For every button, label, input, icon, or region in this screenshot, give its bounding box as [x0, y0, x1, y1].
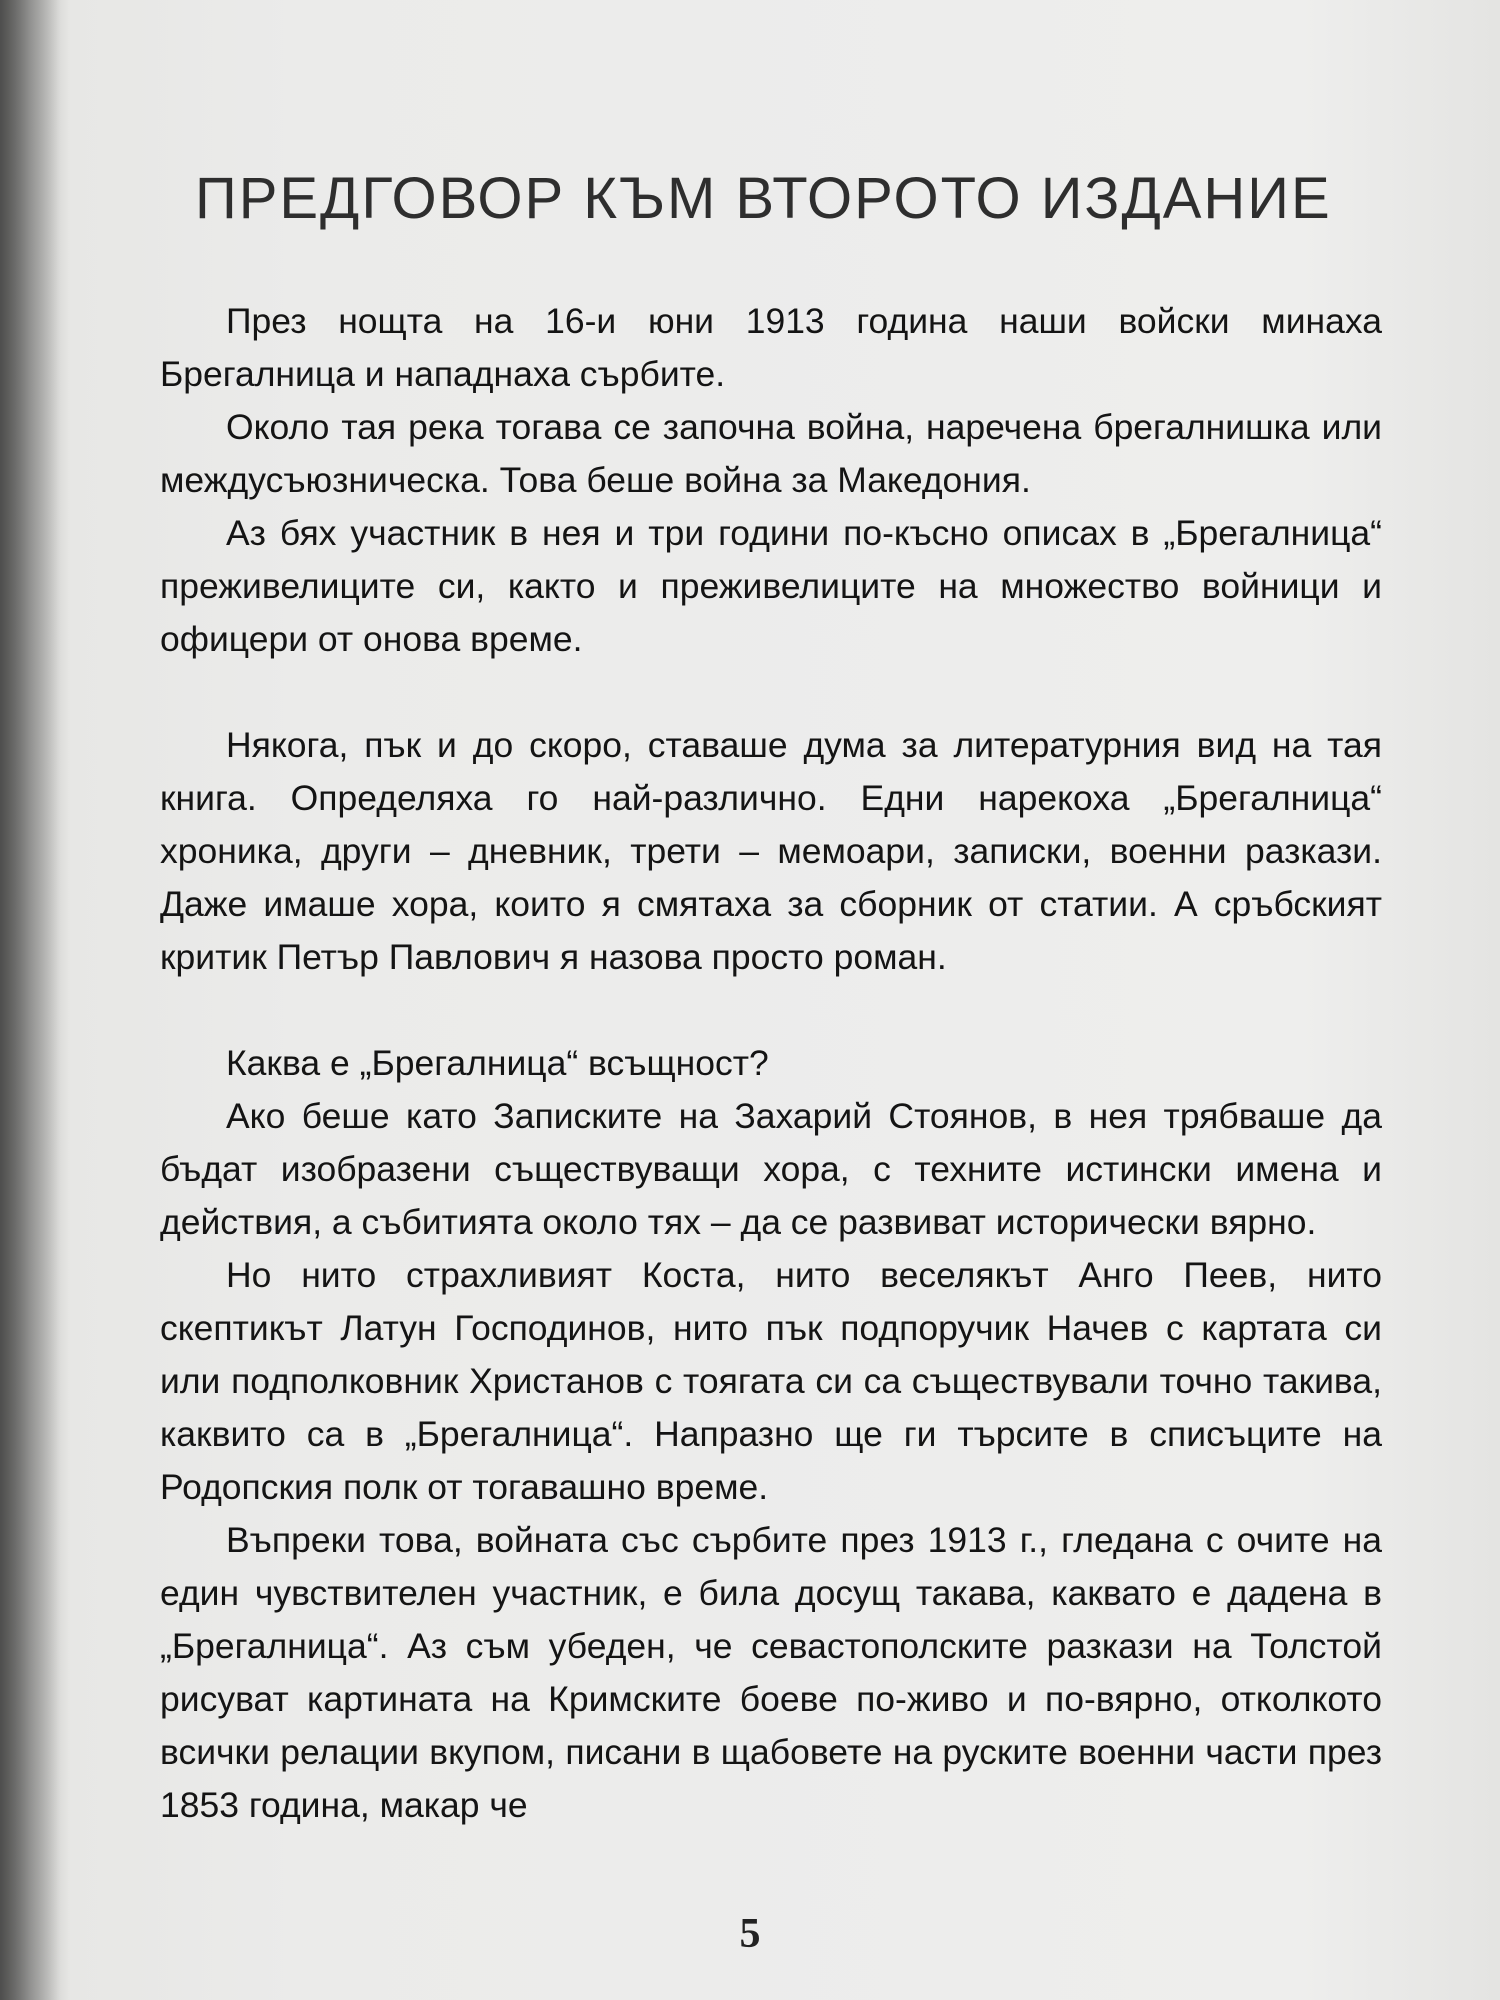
page-fold-shadow [0, 0, 60, 2000]
chapter-body [160, 295, 1382, 1832]
paragraph: Някога, пък и до скоро, ставаше дума за литературния вид на тая книга. Определяха го най-различно. Едни нарекоха „Брегалница“ хроника, други – дневник, трети – мемоари, записки, военни разкази. Даже имаше хора, които я смятаха за сборник от статии. А сръбският критик Петър Павлович я назова просто роман. [160, 725, 1382, 977]
paragraph: Около тая река тогава се започна война, наречена брегалнишка или междусъюзническа. Това беше война за Македония. [160, 407, 1382, 500]
paragraph: Ако беше като Записките на Захарий Стоянов, в нея трябваше да бъдат изобразени съществуващи хора, с техните истински имена и действия, а събитията около тях – да се развиват исторически вярно. [160, 1096, 1382, 1242]
chapter-title: ПРЕДГОВОР КЪМ ВТОРОТО ИЗДАНИЕ [195, 166, 1332, 231]
paragraph: През нощта на 16-и юни 1913 година наши войски минаха Брегалница и нападнаха сърбите. [160, 301, 1382, 394]
paragraph: Аз бях участник в нея и три години по-късно описах в „Брегалница“ преживелиците си, както и преживелиците на множество войници и офицери от онова време. [160, 513, 1382, 659]
page-number: 5 [739, 1911, 761, 1957]
paragraph: Въпреки това, войната със сърбите през 1913 г., гледана с очите на един чувствителен участник, е била досущ такава, каквато е дадена в „Брегалница“. Аз съм убеден, че севастополските разкази на Толстой рисуват картината на Кримските боеве по-живо и по-вярно, отколкото всички релации вкупом, писани в щабовете на руските военни части през 1853 година, макар че [160, 1520, 1382, 1825]
paragraph: Но нито страхливият Коста, нито веселякът Анго Пеев, нито скептикът Латун Господинов, нито пък подпоручик Начев с картата си или подполковник Христанов с тоягата си са съществували точно такива, каквито са в „Брегалница“. Напразно ще ги търсите в списъците на Родопския полк от тогавашно време. [160, 1255, 1382, 1507]
paragraph: Каква е „Брегалница“ всъщност? [226, 1043, 769, 1083]
